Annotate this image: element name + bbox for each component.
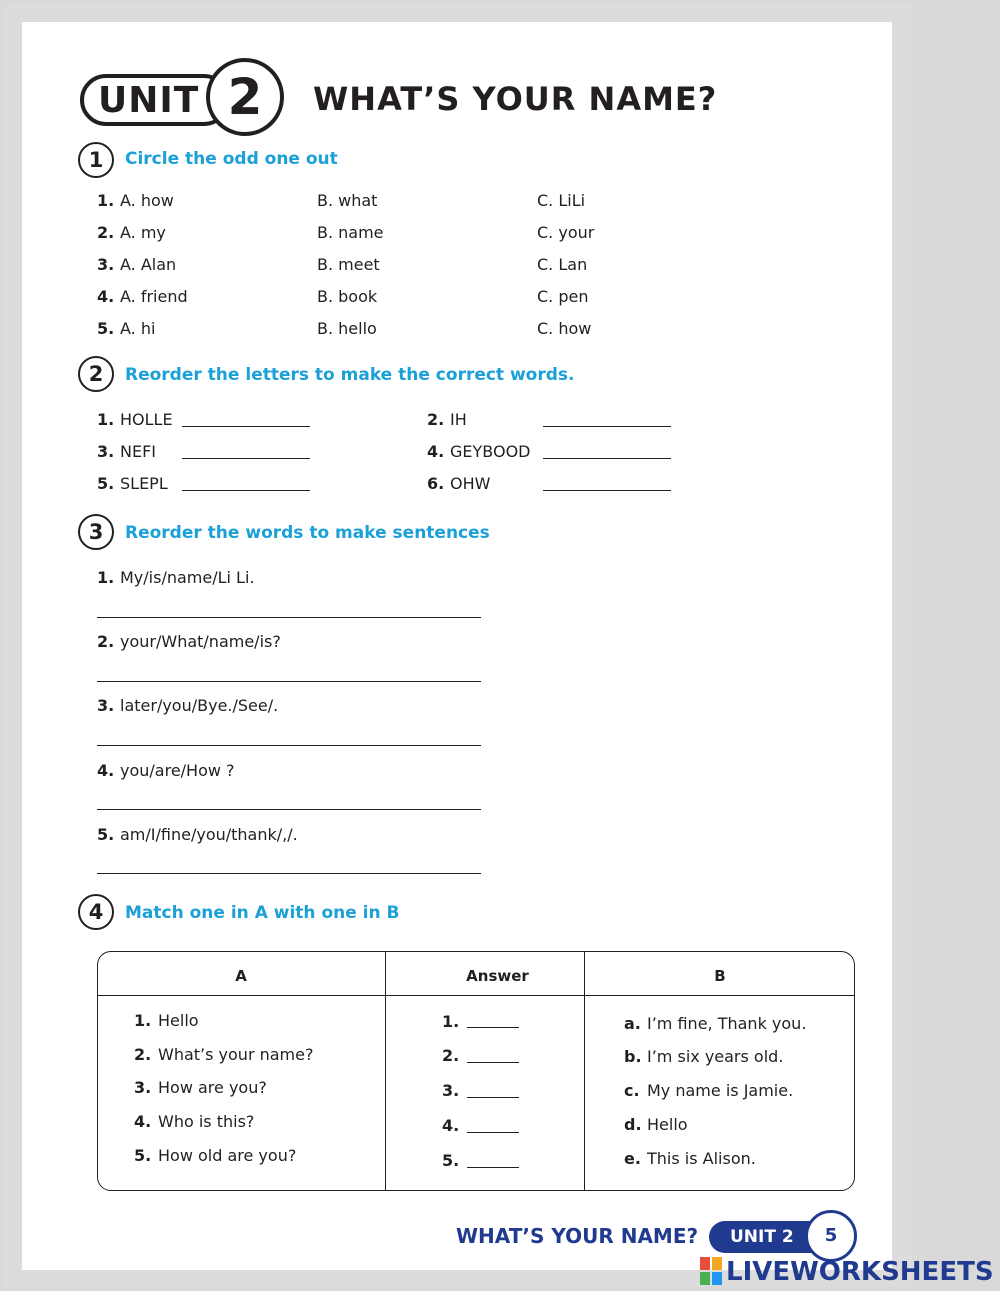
footer-unit-label: UNIT 2 bbox=[730, 1227, 794, 1247]
liveworksheets-logo-icon bbox=[700, 1257, 722, 1285]
option-a[interactable]: A. how bbox=[120, 191, 174, 210]
item-number: 3. bbox=[97, 442, 115, 461]
b-item-letter: a. bbox=[624, 1014, 641, 1033]
option-a[interactable]: A. hi bbox=[120, 319, 156, 338]
page-number: 5 bbox=[805, 1210, 857, 1262]
brand-name: LIVEWORKSHEETS bbox=[726, 1257, 994, 1287]
section-1-number: 1 bbox=[78, 142, 114, 178]
option-c[interactable]: C. LiLi bbox=[537, 191, 586, 210]
item-number: 3. bbox=[97, 255, 115, 274]
footer-title: WHAT’S YOUR NAME? bbox=[456, 1224, 699, 1248]
answer-input[interactable] bbox=[467, 1062, 519, 1063]
answer-input[interactable] bbox=[182, 490, 310, 491]
option-b[interactable]: B. name bbox=[317, 223, 384, 242]
scrambled-word: NEFI bbox=[120, 442, 156, 461]
b-item-text: This is Alison. bbox=[647, 1149, 756, 1168]
column-header-answer: Answer bbox=[466, 967, 529, 985]
section-2-title: Reorder the letters to make the correct words. bbox=[125, 365, 575, 385]
answer-input[interactable] bbox=[543, 458, 671, 459]
option-c[interactable]: C. how bbox=[537, 319, 592, 338]
section-1-title: Circle the odd one out bbox=[125, 149, 338, 169]
option-b[interactable]: B. book bbox=[317, 287, 378, 306]
option-c[interactable]: C. Lan bbox=[537, 255, 588, 274]
b-item-text: I’m six years old. bbox=[647, 1047, 784, 1066]
answer-number: 4. bbox=[442, 1116, 460, 1135]
answer-input[interactable] bbox=[97, 809, 481, 810]
a-item-number: 2. bbox=[134, 1045, 152, 1064]
item-number: 4. bbox=[97, 287, 115, 306]
unit-word: UNIT bbox=[98, 80, 200, 121]
answer-number: 1. bbox=[442, 1012, 460, 1031]
option-b[interactable]: B. hello bbox=[317, 319, 377, 338]
a-item-text: How are you? bbox=[158, 1078, 267, 1097]
scrambled-word: HOLLE bbox=[120, 410, 173, 429]
answer-number: 5. bbox=[442, 1151, 460, 1170]
column-header-a: A bbox=[235, 967, 247, 985]
scrambled-word: OHW bbox=[450, 474, 491, 493]
item-number: 1. bbox=[97, 191, 115, 210]
answer-input[interactable] bbox=[97, 617, 481, 618]
item-number: 1. bbox=[97, 410, 115, 429]
option-b[interactable]: B. what bbox=[317, 191, 378, 210]
section-4-title: Match one in A with one in B bbox=[125, 903, 400, 923]
item-number: 6. bbox=[427, 474, 445, 493]
answer-input[interactable] bbox=[182, 426, 310, 427]
a-item-number: 4. bbox=[134, 1112, 152, 1131]
a-item-number: 5. bbox=[134, 1146, 152, 1165]
a-item-text: What’s your name? bbox=[158, 1045, 314, 1064]
item-number: 2. bbox=[97, 632, 115, 651]
page-title: WHAT’S YOUR NAME? bbox=[313, 80, 718, 118]
option-a[interactable]: A. Alan bbox=[120, 255, 177, 274]
b-item-letter: e. bbox=[624, 1149, 641, 1168]
a-item-text: Hello bbox=[158, 1011, 199, 1030]
option-c[interactable]: C. pen bbox=[537, 287, 589, 306]
a-item-number: 1. bbox=[134, 1011, 152, 1030]
item-number: 2. bbox=[427, 410, 445, 429]
answer-input[interactable] bbox=[467, 1132, 519, 1133]
a-item-text: Who is this? bbox=[158, 1112, 255, 1131]
a-item-text: How old are you? bbox=[158, 1146, 297, 1165]
b-item-letter: c. bbox=[624, 1081, 640, 1100]
a-item-number: 3. bbox=[134, 1078, 152, 1097]
option-c[interactable]: C. your bbox=[537, 223, 595, 242]
answer-input[interactable] bbox=[467, 1167, 519, 1168]
scrambled-word: GEYBOOD bbox=[450, 442, 531, 461]
answer-input[interactable] bbox=[467, 1097, 519, 1098]
section-3-title: Reorder the words to make sentences bbox=[125, 523, 490, 543]
item-number: 5. bbox=[97, 474, 115, 493]
scrambled-sentence: your/What/name/is? bbox=[120, 632, 281, 651]
scrambled-sentence: you/are/How ? bbox=[120, 761, 235, 780]
table-header-divider bbox=[97, 995, 855, 996]
answer-input[interactable] bbox=[543, 490, 671, 491]
scrambled-sentence: am/I/fine/you/thank/,/. bbox=[120, 825, 298, 844]
answer-number: 2. bbox=[442, 1046, 460, 1065]
item-number: 4. bbox=[427, 442, 445, 461]
answer-input[interactable] bbox=[97, 745, 481, 746]
b-item-text: I’m fine, Thank you. bbox=[647, 1014, 807, 1033]
option-a[interactable]: A. friend bbox=[120, 287, 188, 306]
section-2-number: 2 bbox=[78, 356, 114, 392]
table-column-divider bbox=[385, 952, 386, 1190]
table-column-divider bbox=[584, 952, 585, 1190]
item-number: 4. bbox=[97, 761, 115, 780]
answer-input[interactable] bbox=[182, 458, 310, 459]
item-number: 3. bbox=[97, 696, 115, 715]
answer-input[interactable] bbox=[97, 873, 481, 874]
scrambled-sentence: My/is/name/Li Li. bbox=[120, 568, 255, 587]
unit-number: 2 bbox=[227, 68, 263, 126]
b-item-letter: d. bbox=[624, 1115, 642, 1134]
item-number: 5. bbox=[97, 319, 115, 338]
item-number: 2. bbox=[97, 223, 115, 242]
answer-input[interactable] bbox=[543, 426, 671, 427]
answer-input[interactable] bbox=[97, 681, 481, 682]
scrambled-word: SLEPL bbox=[120, 474, 168, 493]
section-4-number: 4 bbox=[78, 894, 114, 930]
scrambled-word: IH bbox=[450, 410, 467, 429]
column-header-b: B bbox=[714, 967, 726, 985]
option-b[interactable]: B. meet bbox=[317, 255, 380, 274]
scrambled-sentence: later/you/Bye./See/. bbox=[120, 696, 279, 715]
b-item-text: Hello bbox=[647, 1115, 688, 1134]
item-number: 1. bbox=[97, 568, 115, 587]
section-3-number: 3 bbox=[78, 514, 114, 550]
option-a[interactable]: A. my bbox=[120, 223, 166, 242]
item-number: 5. bbox=[97, 825, 115, 844]
answer-number: 3. bbox=[442, 1081, 460, 1100]
b-item-text: My name is Jamie. bbox=[647, 1081, 794, 1100]
b-item-letter: b. bbox=[624, 1047, 642, 1066]
answer-input[interactable] bbox=[467, 1027, 519, 1028]
